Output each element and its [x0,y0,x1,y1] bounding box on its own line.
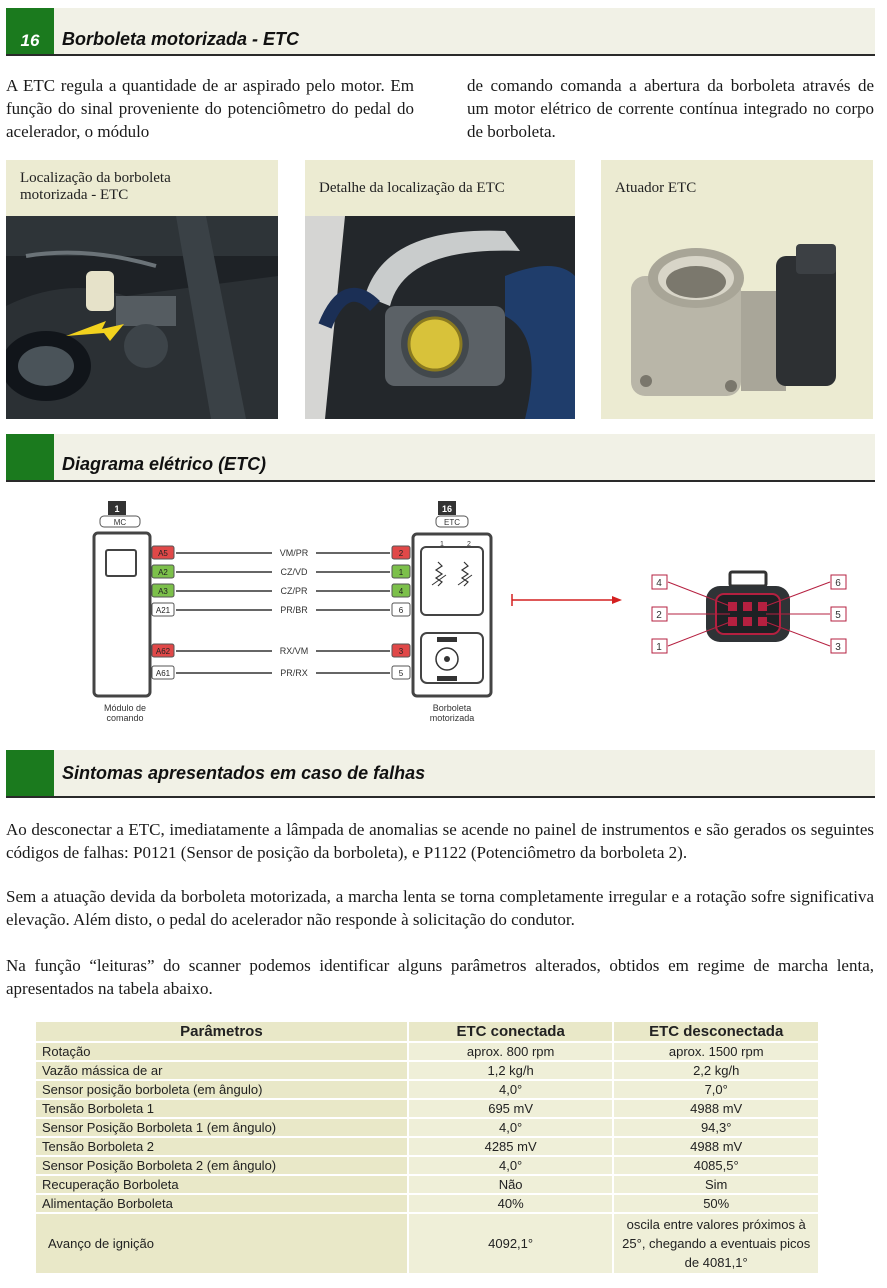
etc-pin: 4 [398,587,404,596]
table-cell: 2,2 kg/h [613,1061,819,1080]
intro-paragraph-right: de comando comanda a abertura da borboleta através de um motor elétrico de corrente contínua integrado no corpo de borboleta. [467,76,874,141]
etc-label-line2: motorizada [429,713,475,723]
table-cell: 4988 mV [613,1099,819,1118]
table-cell: 4085,5° [613,1156,819,1175]
mc-pin: A21 [155,606,171,615]
table-row [35,1156,819,1175]
connector-right-label: 3 [835,642,841,653]
table-cell: Tensão Borboleta 1 [35,1099,408,1118]
mc-badge: 1 [114,504,120,514]
etc-pin: 6 [398,606,404,615]
table-cell: 7,0° [613,1080,819,1099]
engine-bay-photo [6,216,278,419]
table-header: ETC desconectada [613,1021,819,1042]
section-green-box [6,750,54,796]
connector-pinout [652,572,846,653]
table-row [35,1137,819,1156]
table-cell: 4092,1° [408,1213,614,1274]
mc-module [94,501,150,723]
table-cell: aprox. 800 rpm [408,1042,614,1061]
wire-3 [152,584,410,597]
table-row [35,1099,819,1118]
pot-label-2: 2 [467,541,471,548]
connector-left-label: 4 [656,578,662,589]
connector-left-label: 2 [656,610,662,621]
table-cell: Não [408,1175,614,1194]
section-heading-symptoms [6,750,875,798]
section-green-box [6,434,54,480]
table-cell: Tensão Borboleta 2 [35,1137,408,1156]
wire-2 [152,565,410,578]
symptoms-section-title: Sintomas apresentados em caso de falhas [62,763,426,783]
mc-pin: A3 [158,587,168,596]
etc-detail-photo [305,216,575,419]
wire-label: VM/PR [279,548,309,558]
table-header: Parâmetros [35,1021,408,1042]
etc-code: ETC [444,518,460,527]
table-cell: 1,2 kg/h [408,1061,614,1080]
photo-caption-actuator: Atuador ETC [615,180,697,196]
section-title: Borboleta motorizada - ETC [62,29,300,49]
section-heading-diagram [6,434,875,482]
table-cell: Vazão mássica de ar [35,1061,408,1080]
table-cell: Sensor Posição Borboleta 1 (em ângulo) [35,1118,408,1137]
etc-actuator-photo [601,216,873,419]
table-cell: Alimentação Borboleta [35,1194,408,1213]
table-cell: 50% [613,1194,819,1213]
table-cell: 94,3° [613,1118,819,1137]
table-header: ETC conectada [408,1021,614,1042]
table-cell: 695 mV [408,1099,614,1118]
mc-label-line1: Módulo de [103,703,147,713]
table-row [35,1118,819,1137]
connector-right-label: 5 [835,610,841,621]
table-cell: 4,0° [408,1156,614,1175]
etc-pin: 1 [398,568,404,577]
wire-label: RX/VM [279,646,309,656]
table-cell: Recuperação Borboleta [35,1175,408,1194]
photo-caption-location: Localização da borboleta motorizada - ETC [20,170,171,203]
table-row [35,1194,819,1213]
parameters-table [34,1020,820,1275]
table-cell: oscila entre valores próximos à 25°, chegando a eventuais picos de 4081,1° [613,1213,819,1274]
table-cell: Sim [613,1175,819,1194]
table-cell: Sensor Posição Borboleta 2 (em ângulo) [35,1156,408,1175]
mc-pin: A5 [158,549,168,558]
mc-label-line2: comando [106,713,144,723]
wire-label: PR/RX [280,668,308,678]
table-cell: 40% [408,1194,614,1213]
wire-4 [152,603,410,616]
symptoms-paragraph-3: Na função “leituras” do scanner podemos identificar alguns parâmetros alterados, obtidos em regime de marcha lenta, apresentados na tabela abaixo. [6,956,874,998]
table-row [35,1042,819,1061]
photo-caption-detail: Detalhe da localização da ETC [319,180,505,196]
table-cell: Sensor posição borboleta (em ângulo) [35,1080,408,1099]
wire-label: PR/BR [280,605,308,615]
table-row [35,1213,819,1274]
wire-label: CZ/PR [280,586,308,596]
mc-code: MC [113,518,127,527]
table-cell: 4,0° [408,1118,614,1137]
section-number: 16 [20,31,40,50]
table-cell: 4,0° [408,1080,614,1099]
mc-pin: A62 [155,647,171,656]
photo-panel-actuator [601,160,873,419]
table-cell: Rotação [35,1042,408,1061]
intro-paragraph-left: A ETC regula a quantidade de ar aspirado pelo motor. Em função do sinal proveniente do potenciômetro do pedal do acelerador, o módulo [6,76,414,141]
table-cell: 4285 mV [408,1137,614,1156]
wire-label: CZ/VD [280,567,308,577]
table-header-row [35,1021,819,1042]
table-cell: Avanço de ignição [35,1213,408,1274]
symptoms-paragraph-1: Ao desconectar a ETC, imediatamente a lâmpada de anomalias se acende no painel de instrumentos e são gerados os seguintes códigos de falhas: P0121 (Sensor de posição da borboleta), e P1122 (Potenciômetro da borboleta 2). [6,820,874,862]
connector-right-label: 6 [835,578,841,589]
etc-pin: 5 [398,669,404,678]
mc-pin: A2 [158,568,168,577]
wire-6 [152,666,410,679]
diagram-section-title: Diagrama elétrico (ETC) [62,454,267,474]
wire-1 [152,546,410,559]
etc-module [413,501,491,723]
pot-label-1: 1 [440,541,444,548]
etc-pin: 2 [398,549,404,558]
wiring-diagram [0,490,887,740]
connector-arrow [512,594,622,606]
table-row [35,1175,819,1194]
symptoms-paragraph-2: Sem a atuação devida da borboleta motorizada, a marcha lenta se torna completamente irregular e a rotação sofre significativa elevação. Além disto, o pedal do acelerador não responde à solicitação do condutor. [6,887,874,929]
mc-pin: A61 [155,669,171,678]
table-row [35,1061,819,1080]
section-heading-etc [6,8,875,56]
table-cell: aprox. 1500 rpm [613,1042,819,1061]
table-row [35,1080,819,1099]
photo-panel-detail [305,160,575,419]
connector-left-label: 1 [656,642,662,653]
wire-5 [152,644,410,657]
etc-label-line1: Borboleta [432,703,472,713]
etc-badge: 16 [441,504,453,514]
photo-panel-location [6,160,278,419]
table-cell: 4988 mV [613,1137,819,1156]
etc-pin: 3 [398,647,404,656]
